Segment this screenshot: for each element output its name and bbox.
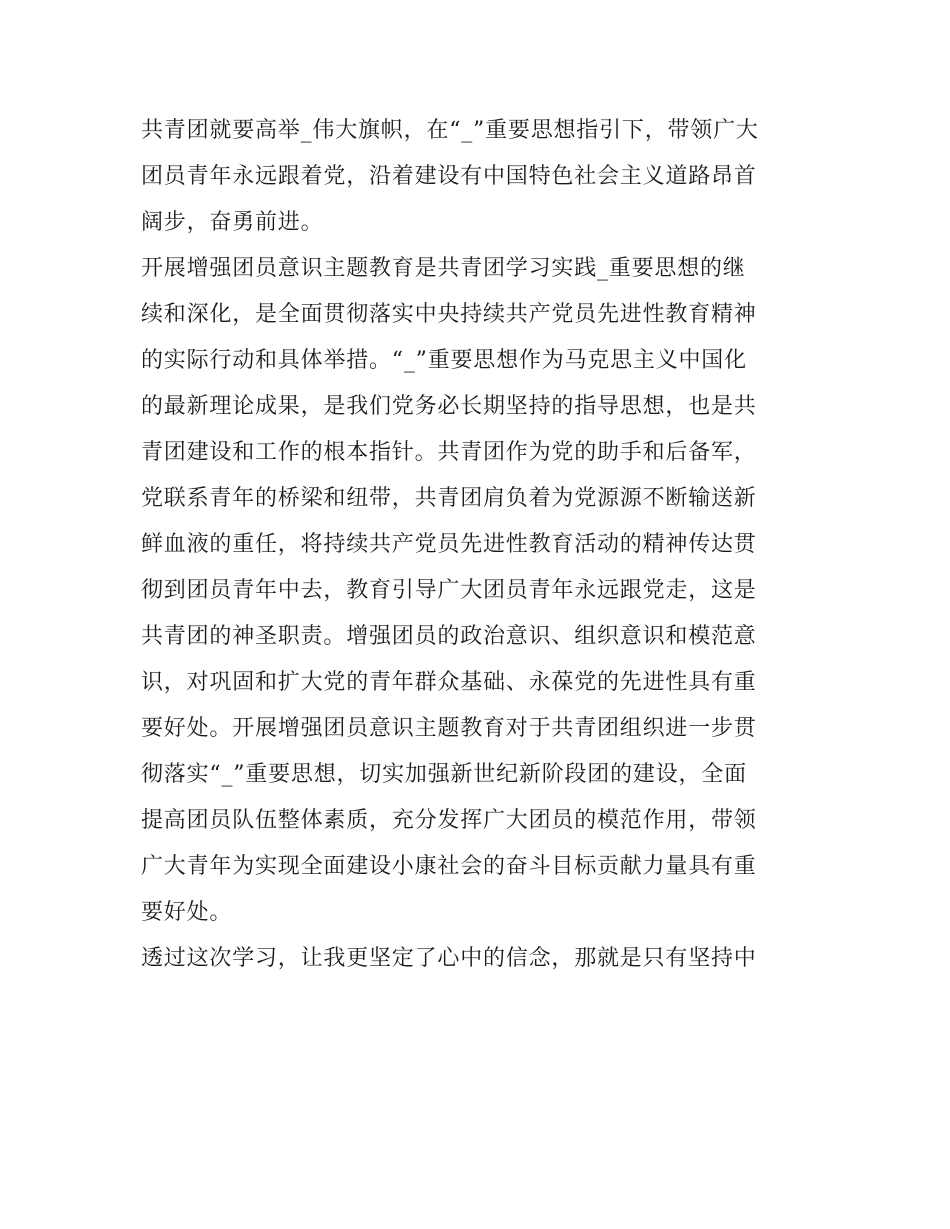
- text-line: 鲜血液的重任，将持续共产党员先进性教育活动的精神传达贯: [141, 532, 757, 557]
- text-line: 提高团员队伍整体素质，充分发挥广大团员的模范作用，带领: [141, 808, 757, 833]
- text-line: 续和深化，是全面贯彻落实中央持续共产党员先进性教育精神: [141, 302, 757, 327]
- text-line: 识，对巩固和扩大党的青年群众基础、永葆党的先进性具有重: [141, 670, 757, 695]
- text-line: 团员青年永远跟着党，沿着建设有中国特色社会主义道路昂首: [141, 164, 757, 189]
- body-text: [141, 108, 821, 982]
- text-line: 彻到团员青年中去，教育引导广大团员青年永远跟党走，这是: [141, 578, 757, 603]
- text-line: 开展增强团员意识主题教育是共青团学习实践_重要思想的继: [141, 256, 746, 281]
- text-line: 广大青年为实现全面建设小康社会的奋斗目标贡献力量具有重: [141, 854, 757, 879]
- text-line: 要好处。: [141, 900, 233, 925]
- text-line: 要好处。开展增强团员意识主题教育对于共青团组织进一步贯: [141, 716, 757, 741]
- text-line: 共青团就要高举_伟大旗帜，在“_”重要思想指引下，带领广大: [141, 118, 759, 143]
- text-line: 透过这次学习，让我更坚定了心中的信念，那就是只有坚持中: [141, 946, 757, 971]
- text-line: 的实际行动和具体举措。“_”重要思想作为马克思主义中国化: [141, 348, 747, 373]
- text-line: 的最新理论成果，是我们党务必长期坚持的指导思想，也是共: [141, 394, 757, 419]
- text-line: 彻落实“_”重要思想，切实加强新世纪新阶段团的建设，全面: [141, 762, 747, 787]
- text-line: 阔步，奋勇前进。: [141, 210, 324, 235]
- text-line: 共青团的神圣职责。增强团员的政治意识、组织意识和模范意: [141, 624, 757, 649]
- text-line: 党联系青年的桥梁和纽带，共青团肩负着为党源源不断输送新: [141, 486, 757, 511]
- text-line: 青团建设和工作的根本指针。共青团作为党的助手和后备军，: [141, 440, 757, 465]
